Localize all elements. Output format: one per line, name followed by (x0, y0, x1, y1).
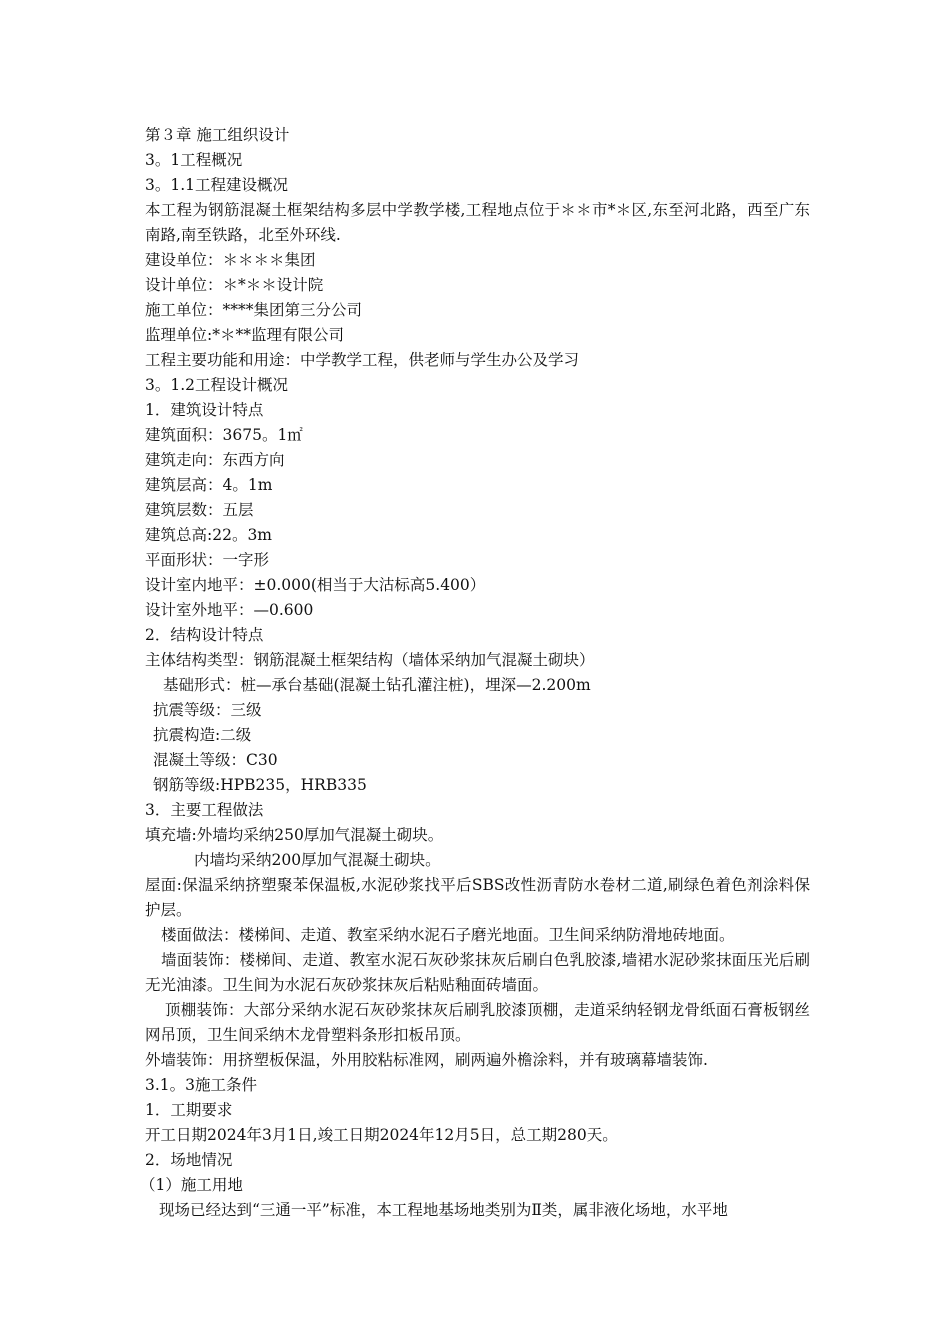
document-page (140, 123, 810, 1223)
paragraph-ceiling: 顶棚装饰：大部分采纳水泥石灰砂浆抹灰后刷乳胶漆顶棚，走道采纳轻钢龙骨纸面石膏板钢丝网吊顶，卫生间采纳木龙骨塑料条形扣板吊顶。 (145, 1001, 810, 1044)
info-line: 抗震构造:二级 (153, 726, 252, 744)
subsection-heading: 3。1.1工程建设概况 (145, 176, 289, 194)
info-line: 抗震等级：三级 (153, 701, 262, 719)
list-heading: 1．工期要求 (145, 1101, 233, 1119)
info-line: 混凝土等级：C30 (153, 751, 278, 769)
paragraph-roof: 屋面:保温采纳挤塑聚苯保温板,水泥砂浆找平后SBS改性沥青防水卷材二道,刷绿色着色剂涂料保护层。 (145, 876, 810, 919)
info-line: 外墙装饰：用挤塑板保温，外用胶粘标准网，刷两遍外檐涂料，并有玻璃幕墙装饰. (145, 1051, 708, 1069)
subsection-heading: 3.1。3施工条件 (145, 1076, 258, 1094)
info-line: 设计室外地平：—0.600 (145, 601, 314, 619)
list-heading: 2．场地情况 (145, 1151, 233, 1169)
info-line: 基础形式：桩—承台基础(混凝土钻孔灌注桩)，埋深—2.200m (163, 676, 591, 694)
paragraph-wall: 墙面装饰：楼梯间、走道、教室水泥石灰砂浆抹灰后刷白色乳胶漆,墙裙水泥砂浆抹面压光后刷无光油漆。卫生间为水泥石灰砂浆抹灰后粘贴釉面砖墙面。 (145, 951, 810, 994)
info-line: 填充墙:外墙均采纳250厚加气混凝土砌块。 (145, 826, 444, 844)
subsection-heading: 3。1.2工程设计概况 (145, 376, 289, 394)
info-line: 建筑面积：3675。1㎡ (145, 426, 303, 444)
info-line: 现场已经达到“三通一平”标准，本工程地基场地类别为Ⅱ类，属非液化场地，水平地 (159, 1201, 728, 1219)
info-line: 内墙均采纳200厚加气混凝土砌块。 (194, 851, 441, 869)
info-line: 施工单位：****集团第三分公司 (145, 301, 363, 319)
info-line: 建设单位：＊＊＊＊集团 (145, 251, 316, 269)
info-line: 建筑走向：东西方向 (145, 451, 285, 469)
info-line: 建筑总高:22。3m (145, 526, 273, 544)
info-line: 监理单位:*＊**监理有限公司 (145, 326, 344, 344)
paragraph-overview: 本工程为钢筋混凝土框架结构多层中学教学楼,工程地点位于＊＊市*＊区,东至河北路，西至广东南路,南至铁路，北至外环线. (145, 201, 810, 244)
info-line: 主体结构类型：钢筋混凝土框架结构（墙体采纳加气混凝土砌块） (145, 651, 595, 669)
section-heading: 3。1工程概况 (145, 151, 243, 169)
info-line: 建筑层数：五层 (145, 501, 254, 519)
info-line: 钢筋等级:HPB235，HRB335 (153, 776, 367, 794)
info-line: 设计室内地平：±0.000(相当于大沽标高5.400） (145, 576, 486, 594)
info-line: 建筑层高：4。1m (145, 476, 273, 494)
list-heading: 3．主要工程做法 (145, 801, 264, 819)
info-line: 楼面做法：楼梯间、走道、教室采纳水泥石子磨光地面。卫生间采纳防滑地砖地面。 (161, 926, 735, 944)
info-line: 平面形状：一字形 (145, 551, 270, 569)
chapter-title: 第３章 施工组织设计 (145, 126, 290, 144)
info-line: 设计单位：＊*＊＊设计院 (145, 276, 324, 294)
list-heading: 2．结构设计特点 (145, 626, 264, 644)
info-line: 开工日期2024年3月1日,竣工日期2024年12月5日，总工期280天。 (145, 1126, 618, 1144)
list-heading: （1）施工用地 (140, 1176, 243, 1194)
list-heading: 1．建筑设计特点 (145, 401, 264, 419)
info-line: 工程主要功能和用途：中学教学工程，供老师与学生办公及学习 (145, 351, 580, 369)
